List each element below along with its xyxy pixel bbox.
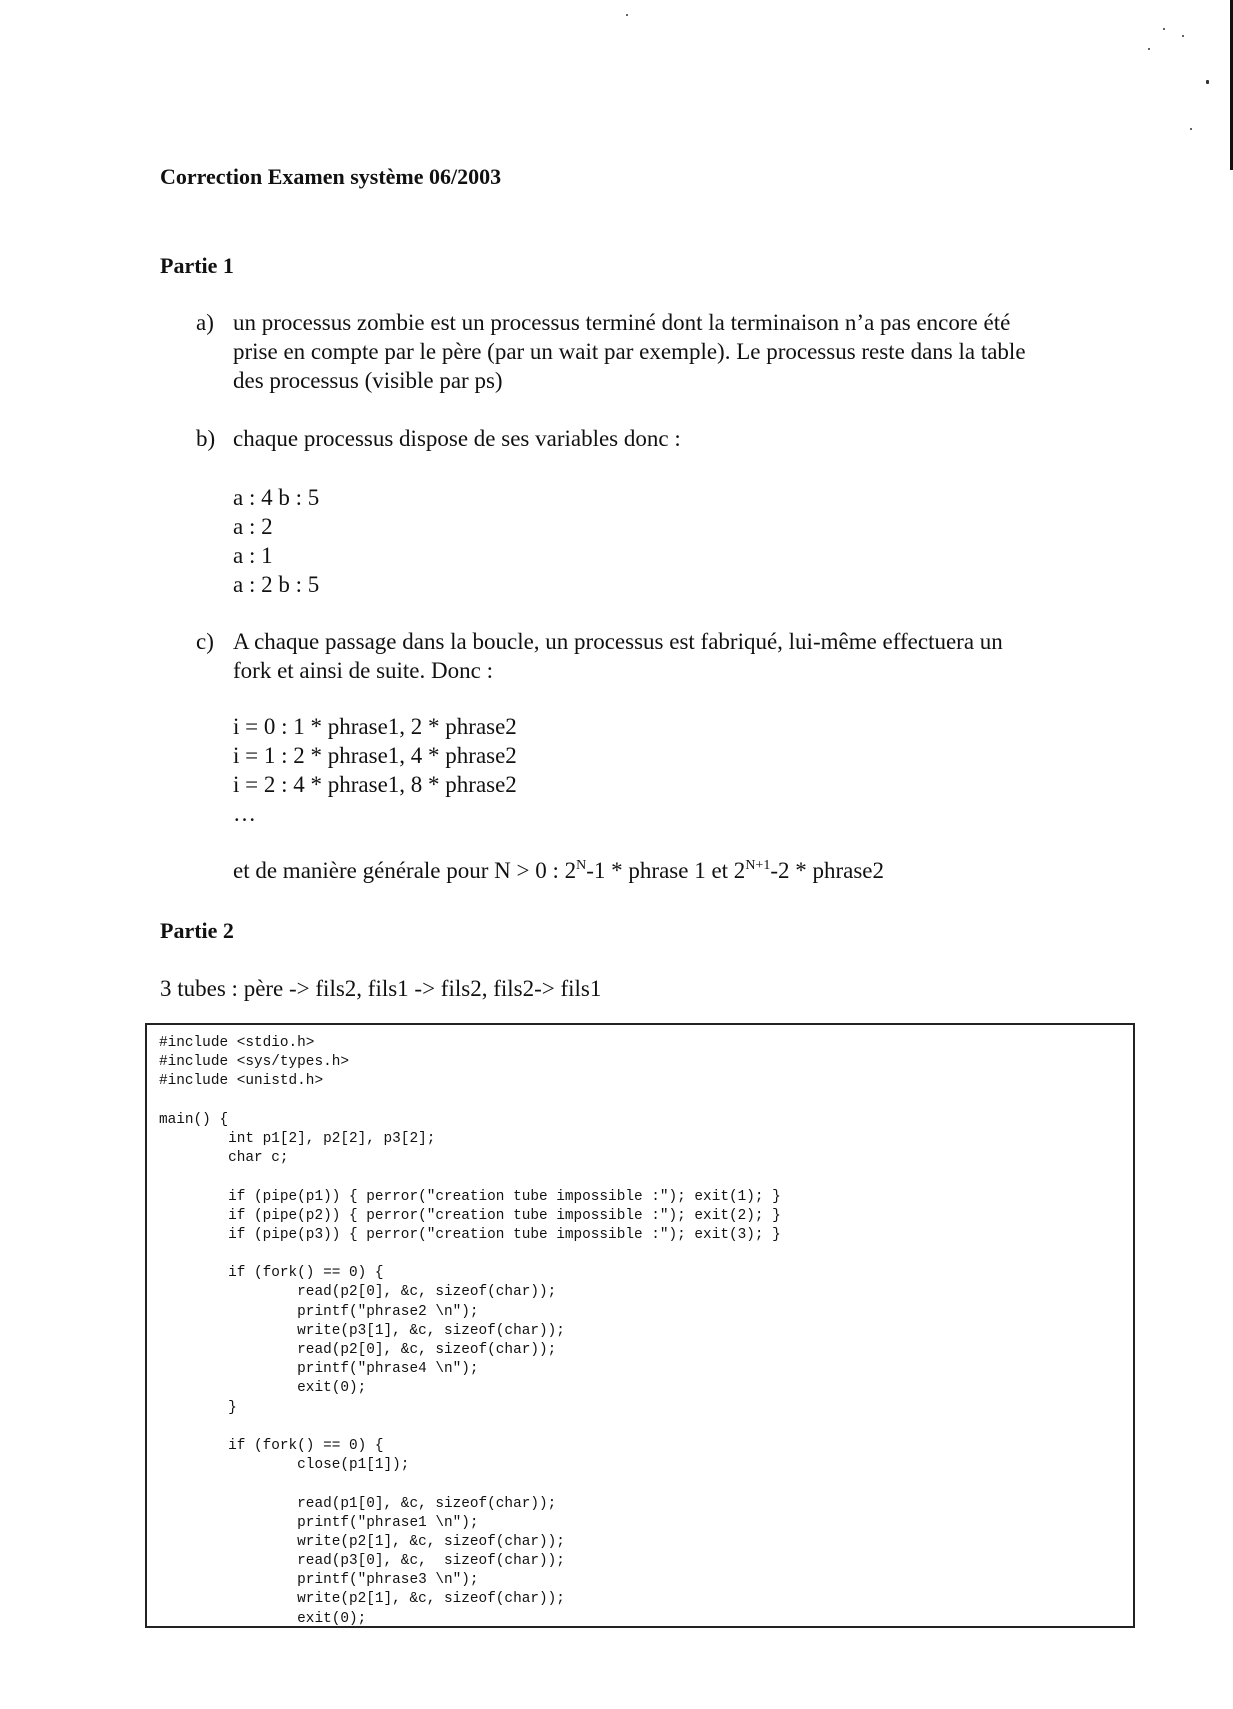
code-line: write(p2[1], &c, sizeof(char)); xyxy=(159,1591,565,1608)
code-line: close(p1[1]); xyxy=(159,1457,410,1474)
scan-speck xyxy=(626,14,628,16)
answer-c-values xyxy=(233,712,517,828)
answer-a-line: prise en compte par le père (par un wait par exemple). Le processus reste dans la table xyxy=(233,339,1026,364)
answer-b xyxy=(196,424,1126,453)
item-marker: b) xyxy=(196,426,216,451)
code-listing-box xyxy=(145,1023,1135,1628)
code-line xyxy=(159,1168,781,1187)
answer-c-line: A chaque passage dans la boucle, un processus est fabriqué, lui-même effectuera un xyxy=(233,629,1003,654)
code-line: if (pipe(p3)) { perror("creation tube impossible :"); exit(3); } xyxy=(159,1226,781,1243)
ellipsis: … xyxy=(233,801,256,826)
code-line: read(p2[0], &c, sizeof(char)); xyxy=(159,1342,557,1358)
iteration-line: i = 2 : 4 * phrase1, 8 * phrase2 xyxy=(233,772,517,797)
variable-values: a : 2 xyxy=(233,514,273,539)
variable-values: a : 4 b : 5 xyxy=(233,485,320,510)
code-line: if (pipe(p2)) { perror("creation tube impossible :"); exit(2); } xyxy=(159,1207,781,1224)
answer-a xyxy=(196,308,1126,395)
answer-b-values xyxy=(233,483,319,599)
scan-speck xyxy=(1206,80,1209,84)
variable-values: a : 2 b : 5 xyxy=(233,572,320,597)
code-line: #include <sys/types.h> xyxy=(159,1054,349,1071)
code-line xyxy=(159,1245,781,1264)
code-line: read(p1[0], &c, sizeof(char)); xyxy=(159,1495,557,1512)
formula-prefix: et de manière générale pour N > 0 : 2 xyxy=(233,858,577,883)
general-formula xyxy=(233,856,884,885)
code-line xyxy=(159,1418,781,1437)
item-marker: c) xyxy=(196,629,214,654)
scan-speck xyxy=(1163,28,1165,30)
code-line: } xyxy=(159,1399,237,1416)
scan-speck xyxy=(1182,35,1184,37)
code-line: printf("phrase2 \n"); xyxy=(159,1303,479,1320)
code-line: read(p3[0], &c, sizeof(char)); xyxy=(159,1553,565,1570)
partie1-heading: Partie 1 xyxy=(160,253,234,278)
code-line: main() { xyxy=(159,1111,229,1128)
code-line: write(p2[1], &c, sizeof(char)); xyxy=(159,1533,565,1550)
scan-speck xyxy=(1190,128,1192,130)
iteration-line: i = 1 : 2 * phrase1, 4 * phrase2 xyxy=(233,743,517,768)
partie2-heading: Partie 2 xyxy=(160,918,234,943)
code-listing xyxy=(159,1034,781,1628)
formula-mid: -1 * phrase 1 et 2 xyxy=(586,858,746,883)
code-line: printf("phrase3 \n"); xyxy=(159,1572,479,1589)
answer-c-line: fork et ainsi de suite. Donc : xyxy=(233,658,493,683)
formula-exponent-n: N xyxy=(576,858,587,873)
code-line xyxy=(159,1475,781,1494)
code-line: printf("phrase1 \n"); xyxy=(159,1514,479,1531)
item-marker: a) xyxy=(196,310,214,335)
code-line: #include <stdio.h> xyxy=(159,1035,315,1051)
code-line: read(p2[0], &c, sizeof(char)); xyxy=(159,1284,557,1301)
answer-c xyxy=(196,627,1126,685)
code-line: if (fork() == 0) { xyxy=(159,1437,384,1454)
code-line: printf("phrase4 \n"); xyxy=(159,1361,479,1378)
formula-exponent-n-plus-1: N+1 xyxy=(745,858,771,873)
answer-a-line: des processus (visible par ps) xyxy=(233,368,503,393)
code-line: exit(0); xyxy=(159,1610,367,1627)
code-line: exit(0); xyxy=(159,1380,367,1397)
answer-a-line: un processus zombie est un processus terminé dont la terminaison n’a pas encore été xyxy=(233,310,1011,335)
formula-suffix: -2 * phrase2 xyxy=(770,858,885,883)
scan-speck xyxy=(1148,48,1150,50)
code-line: if (fork() == 0) { xyxy=(159,1265,384,1282)
code-line: #include <unistd.h> xyxy=(159,1073,324,1090)
partie2-intro: 3 tubes : père -> fils2, fils1 -> fils2, fils2-> fils1 xyxy=(160,976,602,1001)
iteration-line: i = 0 : 1 * phrase1, 2 * phrase2 xyxy=(233,714,517,739)
code-line: if (pipe(p1)) { perror("creation tube impossible :"); exit(1); } xyxy=(159,1188,781,1205)
code-line xyxy=(159,1092,781,1111)
answer-b-line: chaque processus dispose de ses variables donc : xyxy=(233,426,681,451)
variable-values: a : 1 xyxy=(233,543,273,568)
document-title: Correction Examen système 06/2003 xyxy=(160,164,502,189)
code-line: char c; xyxy=(159,1150,289,1167)
code-line: int p1[2], p2[2], p3[2]; xyxy=(159,1130,436,1147)
code-line: write(p3[1], &c, sizeof(char)); xyxy=(159,1322,565,1339)
